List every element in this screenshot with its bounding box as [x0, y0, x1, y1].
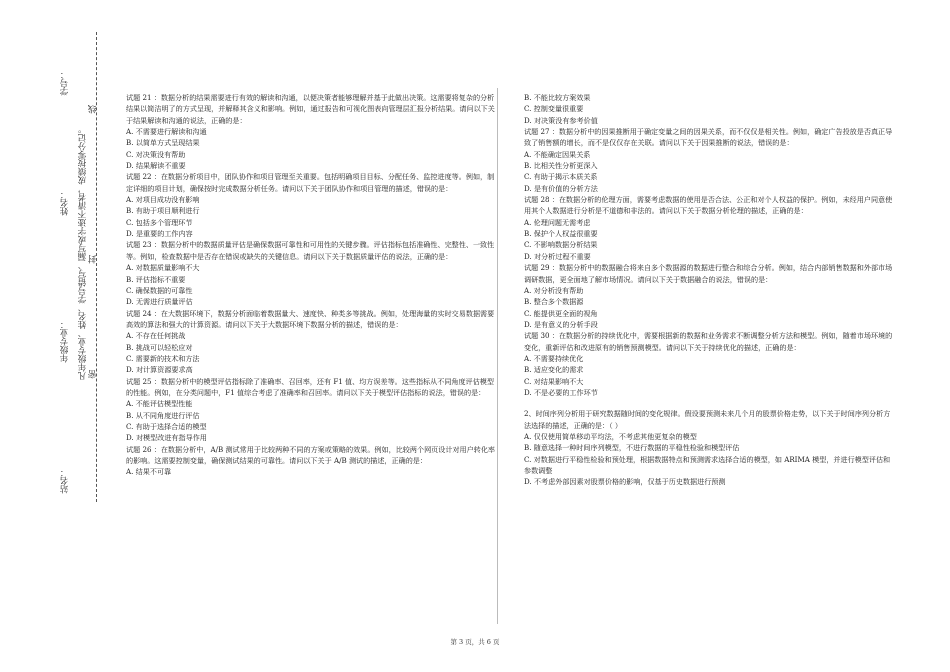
option-b: B. 评估指标不重要: [126, 274, 186, 284]
option-b: B. 比相关性分析更深入: [524, 161, 598, 171]
option-a: A. 对分析没有帮助: [524, 285, 584, 295]
option-d: D. 是有价值的分析方法: [524, 183, 598, 193]
option-b: B. 以简单方式呈现结果: [126, 138, 200, 148]
seal-char: 封: [88, 255, 98, 264]
option-b: B. 从不同角度进行评估: [126, 410, 200, 420]
question-28: [524, 194, 896, 262]
option-b: B. 挑战可以轻松应对: [126, 342, 193, 352]
question-text: 试题 28 ：在数据分析的伦理方面，需要考虑数据的使用是否合法、公正和对个人权益的保护。例如，未经用户同意使用其个人数据进行分析是不道德和非法的。请问以下关于数据分析伦理的描述，正确的是：: [524, 195, 893, 216]
option-d: D. 是有意义的分析手段: [524, 319, 598, 329]
option-c: C. 有助于揭示本质关系: [524, 172, 598, 182]
option-b: B. 适应变化的需求: [524, 365, 584, 375]
question-text: 试题 29 ：数据分析中的数据融合将来自多个数据源的数据进行整合和综合分析。例如，结合内部销售数据和外部市场调研数据，更全面地了解市场情况。请问以下关于数据融合的说法，错误的是：: [524, 263, 893, 284]
question-23: [126, 239, 498, 307]
option-a: A. 不需要进行解读和沟通: [126, 127, 207, 137]
option-d: D. 对模型改进有指导作用: [126, 433, 207, 443]
option-b: B. 整合多个数据源: [524, 297, 584, 307]
option-c: C. 能提供更全面的视角: [524, 308, 598, 318]
option-d: D. 不是必要的工作环节: [524, 387, 598, 397]
option-b: B. 有助于项目顺利进行: [126, 206, 200, 216]
question-text: 试题 27 ：数据分析中的因果推断用于确定变量之间的因果关系，而不仅仅是相关性。例如，确定广告投放是否真正导致了销售额的增长，而不是仅仅存在关联。请问以下关于因果推断的说法，错误的是：: [524, 127, 893, 148]
secret-char: 密: [88, 370, 98, 379]
option-d: D. 不考虑外部因素对股票价格的影响，仅基于历史数据进行预测: [524, 477, 726, 487]
option-c: C. 不影响数据分析结果: [524, 240, 598, 250]
seal-notice: 凡年级专业、姓名、学号错写、漏写或字迹不清者，成绩按零分记。: [78, 125, 88, 380]
question-text: 试题 24 ：在大数据环境下，数据分析面临着数据量大、速度快、种类多等挑战。例如，处理海量的实时交易数据需要高效的算法和强大的计算资源。请问以下关于大数据环境下数据分析的描述，错误的是：: [126, 308, 495, 329]
question-30: [524, 330, 896, 398]
question-text: 试题 26 ：在数据分析中，A/B 测试常用于比较两种不同的方案或策略的效果。例如，比较两个网页设计对用户转化率的影响。这需要控制变量，确保测试结果的可靠性。请问以下关于 A/B 测试的描述，正确的是：: [126, 444, 496, 465]
option-a: A. 不需要持续优化: [524, 353, 584, 363]
option-d: D. 对计算资源要求高: [126, 365, 193, 375]
left-column: [126, 92, 498, 478]
option-a: A. 伦理问题无需考虑: [524, 217, 591, 227]
option-a: A. 不存在任何挑战: [126, 331, 186, 341]
option-d: D. 对分析过程不重要: [524, 251, 591, 261]
option-c: C. 对决策没有帮助: [126, 149, 186, 159]
question-text: 试题 23 ：数据分析中的数据质量评估是确保数据可靠性和可用性的关键步骤。评估指标包括准确性、完整性、一致性等。例如，检查数据中是否存在错误或缺失的关键信息。请问以下关于数据质量评估的说法，正确的是：: [126, 240, 495, 261]
question-2: [524, 408, 896, 487]
name-label: 姓名：: [60, 190, 70, 216]
question-text: 2、时间序列分析用于研究数据随时间的变化规律。假设要预测未来几个月的股票价格走势，以下关于时间序列分析方法选择的描述，正确的是：（ ）: [524, 409, 891, 430]
question-text: 试题 25 ：数据分析中的模型评估指标除了准确率、召回率，还有 F1 值、均方误差等。这些指标从不同角度评估模型的性能。例如，在分类问题中，F1 值综合考虑了准确率和召回率。请问以下关于模型评估指标的说法，错误的是：: [126, 376, 494, 397]
page-footer: 第 3 页，共 6 页: [450, 638, 500, 646]
school-label: 站名：: [60, 468, 70, 494]
question-26: [126, 444, 498, 478]
question-24: [126, 308, 498, 376]
question-text: 试题 22 ：在数据分析项目中，团队协作和项目管理至关重要。包括明确项目目标、分配任务、监控进度等。例如，制定详细的项目计划，确保按时完成数据分析任务。请问以下关于团队协作和项目管理的描述，错误的是：: [126, 172, 495, 193]
grade-major-label: 年级专业：: [60, 320, 70, 363]
right-column: [524, 92, 896, 488]
question-25: [126, 376, 498, 444]
option-c: C. 控制变量很重要: [524, 104, 584, 114]
question-29: [524, 262, 896, 330]
option-a: A. 不能确定因果关系: [524, 149, 591, 159]
option-c: C. 包括多个管理环节: [126, 217, 193, 227]
option-a: A. 不能评估模型性能: [126, 399, 193, 409]
question-text: 试题 30 ：在数据分析的持续优化中，需要根据新的数据和业务需求不断调整分析方法和模型。例如，随着市场环境的变化，重新评估和改进原有的销售预测模型。请问以下关于持续优化的描述，正确的是：: [524, 331, 893, 352]
option-c: C. 有助于选择合适的模型: [126, 421, 207, 431]
option-a: A. 对项目成功没有影响: [126, 195, 200, 205]
option-a: A. 对数据质量影响不大: [126, 263, 200, 273]
option-c: C. 需要新的技术和方法: [126, 353, 200, 363]
option-a: A. 结果不可靠: [126, 467, 172, 477]
option-c: C. 确保数据的可靠性: [126, 285, 193, 295]
question-21: [126, 92, 498, 171]
question-22: [126, 171, 498, 239]
question-text: 试题 21 ：数据分析的结果需要进行有效的解读和沟通，以便决策者能够理解并基于此做出决策。这需要将复杂的分析结果以简洁明了的方式呈现，并解释其含义和影响。例如，通过报告和可视化图表向管理层汇报分析结果。请问以下关于结果解读和沟通的说法，正确的是：: [126, 93, 495, 125]
option-d: D. 结果解读不重要: [126, 161, 186, 171]
seal-line: [96, 32, 97, 502]
column-divider: [497, 88, 498, 624]
option-d: D. 对决策没有参考价值: [524, 115, 598, 125]
question-26-continued: [524, 92, 896, 126]
option-b: B. 不能比较方案效果: [524, 93, 591, 102]
option-b: B. 随意选择一种时间序列模型，不进行数据的平稳性检验和模型评估: [524, 443, 740, 453]
question-27: [524, 126, 896, 194]
option-a: A. 仅仅使用简单移动平均法，不考虑其他更复杂的模型: [524, 431, 697, 441]
option-c: C. 对结果影响不大: [524, 376, 584, 386]
option-d: D. 无需进行质量评估: [126, 297, 193, 307]
option-d: D. 是重要的工作内容: [126, 229, 193, 239]
option-b: B. 保护个人权益很重要: [524, 229, 598, 239]
student-id-label: 学号：: [60, 70, 70, 96]
line-char: 线: [88, 105, 98, 114]
option-c: C. 对数据进行平稳性检验和预处理，根据数据特点和预测需求选择合适的模型，如 ARIMA 模型，并进行模型评估和参数调整: [524, 454, 891, 475]
section-gap: [524, 398, 896, 408]
